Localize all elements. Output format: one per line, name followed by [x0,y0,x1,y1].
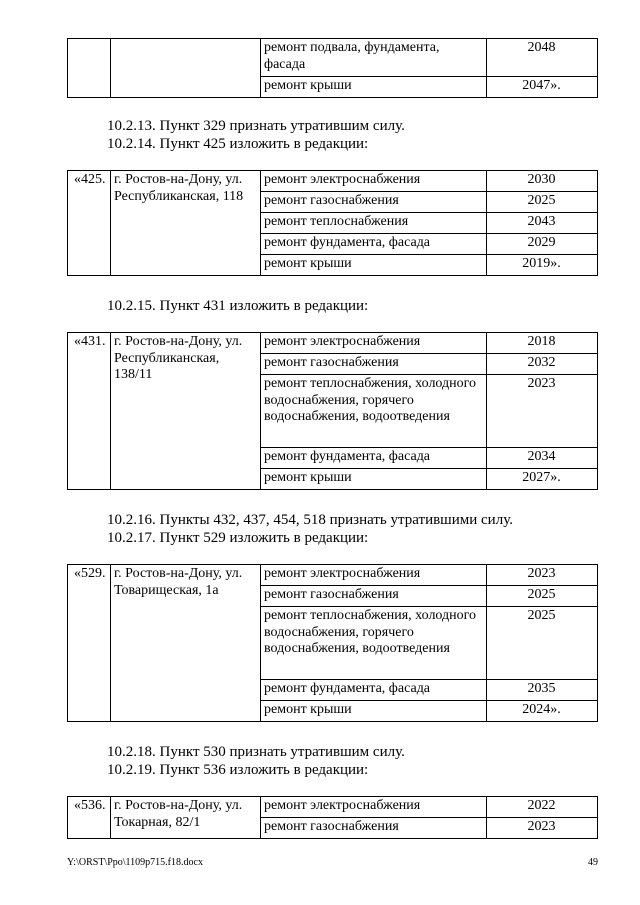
work-cell: ремонт крыши [261,255,487,276]
work-cell: ремонт подвала, фундамента, фасада [261,39,487,77]
paragraph: 10.2.19. Пункт 536 изложить в редакции: [107,762,369,778]
item-address: г. Ростов-на-Дону, ул. Республиканская, 138/11 [111,333,261,490]
year-cell: 2025 [487,607,598,680]
item-number: «425. [68,171,111,276]
table-item-425 [67,170,598,276]
work-cell: ремонт газоснабжения [261,192,487,213]
paragraph: 10.2.16. Пункты 432, 437, 454, 518 признать утратившими силу. [107,512,513,528]
work-cell: ремонт теплоснабжения, холодного водоснабжения, горячего водоснабжения, водоотведения [261,375,487,448]
year-cell: 2025 [487,192,598,213]
work-cell: ремонт теплоснабжения [261,213,487,234]
work-cell: ремонт крыши [261,77,487,98]
year-cell: 2048 [487,39,598,77]
work-cell: ремонт электроснабжения [261,333,487,354]
table-row [68,333,598,354]
paragraph: 10.2.18. Пункт 530 признать утратившим силу. [107,744,405,760]
year-cell: 2022 [487,797,598,818]
table-item-536 [67,796,598,839]
item-number: «431. [68,333,111,490]
page-number: 49 [588,857,598,868]
work-cell: ремонт крыши [261,701,487,722]
work-cell: ремонт фундамента, фасада [261,234,487,255]
year-cell: 2024». [487,701,598,722]
year-cell: 2035 [487,680,598,701]
year-cell: 2029 [487,234,598,255]
table-row [68,171,598,192]
work-cell: ремонт фундамента, фасада [261,448,487,469]
year-cell: 2023 [487,818,598,839]
work-cell: ремонт газоснабжения [261,586,487,607]
paragraph: 10.2.14. Пункт 425 изложить в редакции: [107,136,369,152]
work-cell: ремонт электроснабжения [261,171,487,192]
year-cell: 2043 [487,213,598,234]
work-cell: ремонт газоснабжения [261,818,487,839]
work-cell: ремонт крыши [261,469,487,490]
table-continuation [67,38,598,98]
table-row [68,797,598,818]
year-cell: 2023 [487,375,598,448]
year-cell: 2047». [487,77,598,98]
paragraph: 10.2.17. Пункт 529 изложить в редакции: [107,530,369,546]
address-cell [111,39,261,98]
footer-file-path: Y:\ORST\Ppo\1109p715.f18.docx [67,857,203,868]
item-address: г. Ростов-на-Дону, ул. Республиканская, 118 [111,171,261,276]
year-cell: 2027». [487,469,598,490]
work-cell: ремонт электроснабжения [261,797,487,818]
table-row [68,39,598,77]
year-cell: 2030 [487,171,598,192]
table-item-431 [67,332,598,490]
work-cell: ремонт теплоснабжения, холодного водоснабжения, горячего водоснабжения, водоотведения [261,607,487,680]
year-cell: 2025 [487,586,598,607]
year-cell: 2018 [487,333,598,354]
work-cell: ремонт электроснабжения [261,565,487,586]
item-number: «536. [68,797,111,839]
item-address: г. Ростов-на-Дону, ул. Товарищеская, 1а [111,565,261,722]
table-row [68,565,598,586]
paragraph: 10.2.13. Пункт 329 признать утратившим силу. [107,118,405,134]
work-cell: ремонт газоснабжения [261,354,487,375]
year-cell: 2019». [487,255,598,276]
item-number: «529. [68,565,111,722]
number-cell [68,39,111,98]
year-cell: 2023 [487,565,598,586]
table-item-529 [67,564,598,722]
year-cell: 2034 [487,448,598,469]
paragraph: 10.2.15. Пункт 431 изложить в редакции: [107,298,369,314]
item-address: г. Ростов-на-Дону, ул. Токарная, 82/1 [111,797,261,839]
work-cell: ремонт фундамента, фасада [261,680,487,701]
year-cell: 2032 [487,354,598,375]
